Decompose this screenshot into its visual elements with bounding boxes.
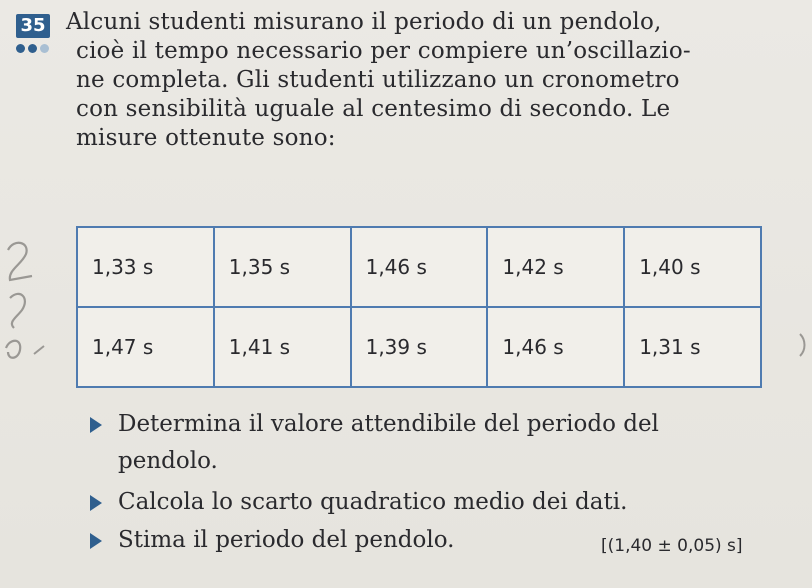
task-text: Determina il valore attendibile del periodo del <box>118 411 659 437</box>
exercise-text-line: misure ottenute sono: <box>76 125 336 151</box>
table-cell: 1,41 s <box>214 307 351 387</box>
table-cell: 1,39 s <box>351 307 488 387</box>
table-cell: 1,42 s <box>487 227 624 307</box>
table-cell: 1,46 s <box>351 227 488 307</box>
exercise-text <box>66 8 796 153</box>
task-text: Stima il periodo del pendolo. <box>118 527 455 553</box>
handwritten-margin-mark <box>796 330 812 360</box>
difficulty-dot-filled <box>28 44 37 53</box>
task-text: pendolo. <box>118 448 218 474</box>
task-text: Calcola lo scarto quadratico medio dei dati. <box>118 489 628 515</box>
triangle-bullet-icon <box>90 417 102 433</box>
difficulty-dot-empty <box>40 44 49 53</box>
table-cell: 1,40 s <box>624 227 761 307</box>
table-cell: 1,46 s <box>487 307 624 387</box>
table-cell: 1,33 s <box>77 227 214 307</box>
measurements-table <box>76 226 762 388</box>
table-cell: 1,47 s <box>77 307 214 387</box>
exercise-number-badge: 35 <box>16 14 50 38</box>
difficulty-dot-filled <box>16 44 25 53</box>
exercise-text-line: cioè il tempo necessario per compiere un’oscillazio- <box>76 38 691 64</box>
answer-text: [(1,40 ± 0,05) s] <box>601 536 743 556</box>
exercise-text-line: Alcuni studenti misurano il periodo di un pendolo, <box>66 9 662 35</box>
exercise-text-line: con sensibilità uguale al centesimo di secondo. Le <box>76 96 671 122</box>
triangle-bullet-icon <box>90 533 102 549</box>
table-cell: 1,35 s <box>214 227 351 307</box>
difficulty-indicator <box>16 44 49 53</box>
exercise-text-line: ne completa. Gli studenti utilizzano un cronometro <box>76 67 680 93</box>
handwritten-margin-marks <box>0 236 60 366</box>
triangle-bullet-icon <box>90 495 102 511</box>
table-row <box>77 227 761 307</box>
table-row <box>77 307 761 387</box>
table-cell: 1,31 s <box>624 307 761 387</box>
